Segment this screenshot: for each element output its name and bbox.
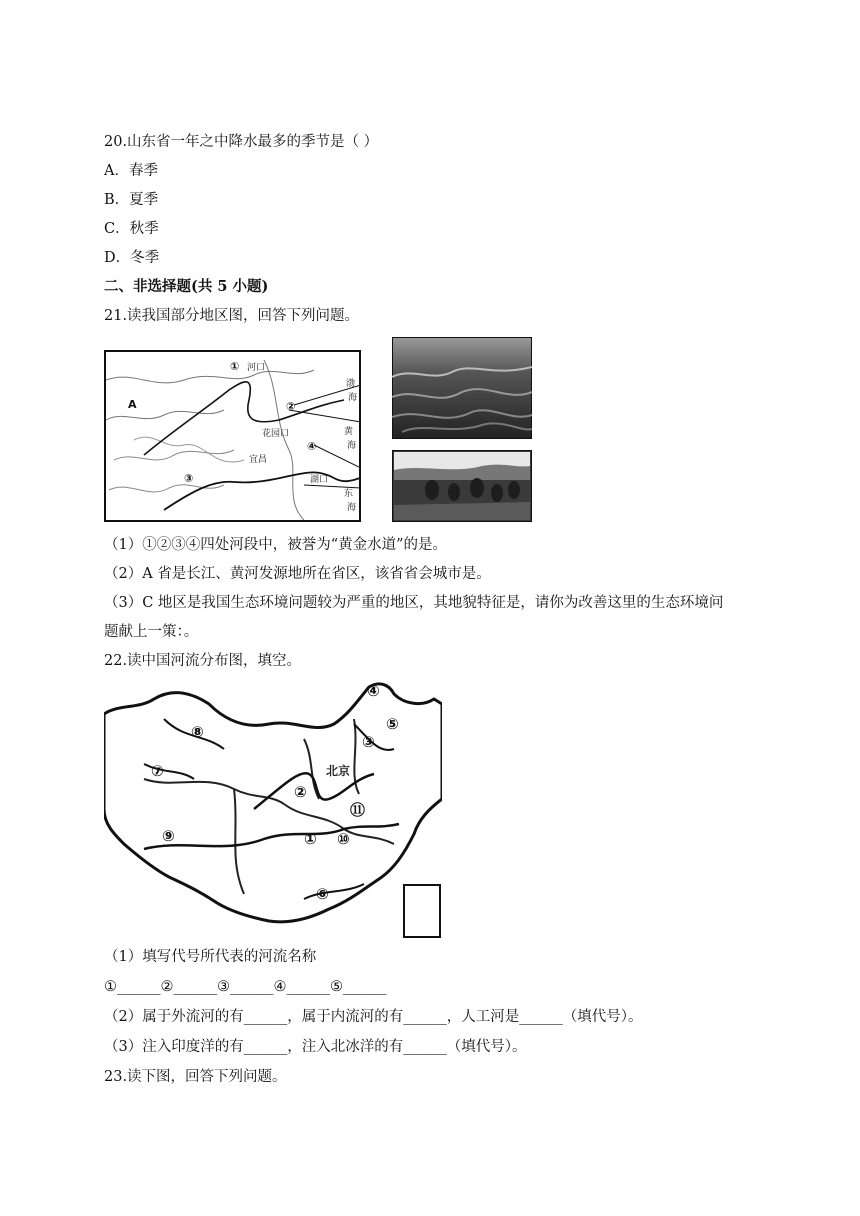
q22-sub2: （2）属于外流河的有______，属于内流河的有______，人工河是______（填代号）。 (104, 1009, 643, 1025)
q20-stem: 20.山东省一年之中降水最多的季节是（ ） (104, 134, 379, 150)
q23-stem: 23.读下图，回答下列问题。 (104, 1069, 287, 1085)
map-city-beijing: 北京 (326, 764, 351, 778)
river-marker-9: ⑨ (162, 827, 175, 845)
map-sea-5: 东 (344, 489, 354, 499)
map-marker-4: ④ (307, 440, 317, 453)
map-label-a: A (128, 398, 137, 411)
river-marker-3: ③ (362, 733, 375, 751)
map-marker-3: ③ (184, 472, 194, 485)
q21-sub2: （2）A 省是长江、黄河发源地所在省区，该省省会城市是。 (104, 566, 491, 582)
river-marker-7: ⑦ (151, 762, 164, 780)
map-city-huayuankou: 花园口 (262, 429, 290, 439)
river-marker-1: ① (304, 830, 317, 848)
river-marker-11: ⑪ (350, 801, 366, 819)
map-marker-1: ① (230, 360, 240, 373)
q21-sub3-line1: （3）C 地区是我国生态环境问题较为严重的地区，其地貌特征是，请你为改善这里的生态环境问 (104, 595, 724, 611)
river-marker-2: ② (294, 783, 307, 801)
river-marker-4: ④ (367, 682, 380, 700)
q21-region-map (104, 350, 361, 522)
map-marker-2: ② (286, 400, 296, 413)
q20-option-b: B．夏季 (104, 192, 159, 208)
q22-sub3: （3）注入印度洋的有______，注入北冰洋的有______（填代号）。 (104, 1039, 527, 1055)
section-heading: 二、非选择题(共 5 小题) (104, 278, 269, 295)
map-city-yichang: 宜昌 (249, 455, 268, 465)
river-marker-6: ⑥ (316, 885, 329, 903)
map-sea-4: 海 (347, 441, 357, 451)
river-marker-8: ⑧ (191, 723, 204, 741)
map-sea-2: 海 (348, 393, 358, 403)
q20-option-a: A．春季 (104, 163, 158, 179)
q22-blanks: ①______②______③______④______⑤______ (104, 979, 387, 995)
map-sea-1: 渤 (346, 379, 356, 389)
map-city-hekou: 河口 (247, 363, 266, 373)
map-sea-6: 海 (347, 503, 357, 513)
q21-sub3-line2: 题献上一策：。 (104, 624, 199, 640)
map-sea-3: 黄 (344, 427, 354, 437)
loess-plateau-photo (392, 337, 532, 439)
q22-stem: 22.读中国河流分布图，填空。 (104, 653, 302, 669)
q22-sub1: （1）填写代号所代表的河流名称 (104, 949, 317, 965)
q21-stem: 21.读我国部分地区图，回答下列问题。 (104, 308, 360, 324)
farm-field-photo (392, 450, 532, 522)
river-marker-10: ⑩ (337, 830, 350, 848)
q20-option-c: C．秋季 (104, 221, 159, 237)
q21-sub1: （1）①②③④四处河段中，被誉为“黄金水道”的是。 (104, 537, 448, 553)
river-marker-5: ⑤ (386, 715, 399, 733)
q22-china-rivers-map (104, 679, 442, 939)
map-city-hukou: 湖口 (310, 475, 329, 485)
q20-option-d: D．冬季 (104, 250, 160, 266)
